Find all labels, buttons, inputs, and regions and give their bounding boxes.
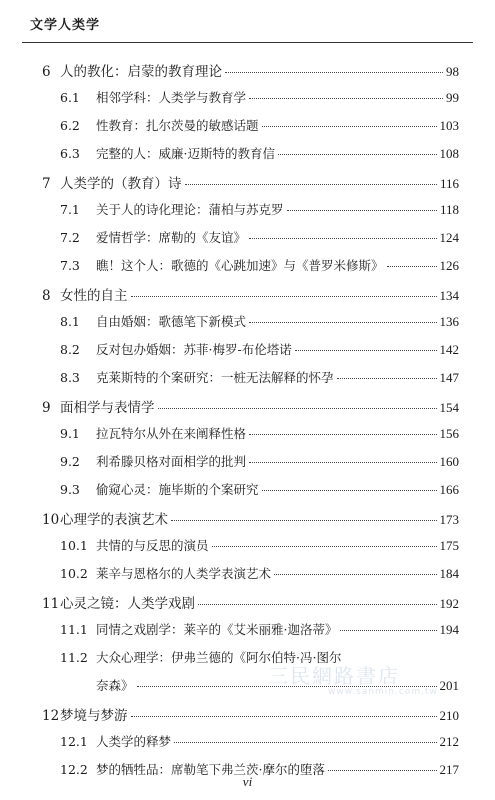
dot-leader [137, 686, 437, 687]
section-title: 拉瓦特尔从外在来阐释性格 [96, 426, 247, 441]
chapter-title: 面相学与表情学 [60, 400, 155, 416]
page-reference: 136 [439, 314, 459, 329]
section-number: 9.2 [60, 454, 80, 469]
chapter-title: 心理学的表演艺术 [60, 512, 168, 528]
dot-leader [185, 184, 437, 185]
section-title: 反对包办婚姻：苏菲·梅罗-布伦塔诺 [96, 342, 292, 357]
page-reference: 184 [439, 566, 459, 581]
toc-chapter-entry [0, 396, 495, 424]
dot-leader [262, 126, 437, 127]
dot-leader [198, 604, 437, 605]
chapter-number: 10 [42, 512, 60, 528]
page-reference: 147 [439, 370, 459, 385]
section-title: 完整的人：威廉·迈斯特的教育信 [96, 146, 275, 161]
section-title: 大众心理学：伊弗兰德的《阿尔伯特·冯·图尔 [96, 650, 342, 665]
page-reference: 156 [439, 426, 459, 441]
section-number: 7.2 [60, 230, 80, 245]
section-number: 11.1 [60, 622, 88, 637]
toc-chapter-entry [0, 284, 495, 312]
table-of-contents [0, 60, 495, 788]
section-number: 9.1 [60, 426, 80, 441]
chapter-title: 人类学的（教育）诗 [60, 176, 182, 192]
toc-section-entry [0, 312, 495, 340]
page-reference: 175 [439, 538, 459, 553]
page-reference: 173 [439, 512, 459, 527]
dot-leader [174, 742, 436, 743]
section-number: 7.1 [60, 202, 80, 217]
page-reference: 201 [439, 678, 459, 693]
toc-section-entry [0, 228, 495, 256]
section-title: 爱情哲学：席勒的《友谊》 [96, 230, 247, 245]
section-title: 偷窥心灵：施毕斯的个案研究 [96, 482, 259, 497]
toc-section-entry [0, 368, 495, 396]
dot-leader [131, 716, 437, 717]
section-number: 12.1 [60, 734, 88, 749]
chapter-number: 7 [42, 176, 51, 192]
dot-leader [340, 630, 436, 631]
section-number: 6.2 [60, 118, 80, 133]
section-number: 6.3 [60, 146, 80, 161]
page-reference: 118 [439, 202, 459, 217]
section-number: 12.2 [60, 762, 88, 777]
page-reference: 217 [439, 762, 459, 777]
dot-leader [249, 322, 436, 323]
page-reference: 134 [439, 288, 459, 303]
dot-leader [262, 490, 437, 491]
toc-section-entry [0, 620, 495, 648]
section-number: 10.2 [60, 566, 88, 581]
section-title: 同情之戏剧学：莱辛的《艾米丽雅·迦洛蒂》 [96, 622, 338, 637]
dot-leader [278, 154, 437, 155]
page-reference: 212 [439, 734, 459, 749]
toc-section-entry [0, 340, 495, 368]
section-title: 人类学的释梦 [96, 734, 172, 749]
dot-leader [212, 546, 437, 547]
toc-chapter-entry [0, 60, 495, 88]
section-number: 9.3 [60, 482, 80, 497]
page-reference: 166 [439, 482, 459, 497]
watermark-text: 三民網路書店 [268, 664, 400, 688]
section-title-continued: 奈森》 [96, 678, 134, 693]
toc-chapter-entry [0, 172, 495, 200]
section-title: 莱辛与恩格尔的人类学表演艺术 [96, 566, 272, 581]
toc-section-entry [0, 88, 495, 116]
dot-leader [131, 296, 437, 297]
section-number: 7.3 [60, 258, 80, 273]
watermark-url: www.sanmin.com.tw [328, 687, 438, 697]
dot-leader [337, 378, 437, 379]
chapter-title: 梦境与梦游 [60, 708, 128, 724]
page-reference: 126 [439, 258, 459, 273]
page-reference: 98 [446, 64, 459, 79]
toc-section-entry [0, 536, 495, 564]
toc-chapter-entry [0, 508, 495, 536]
chapter-title: 心灵之镜：人类学戏剧 [60, 596, 195, 612]
toc-section-continuation [0, 676, 495, 704]
toc-chapter-entry [0, 704, 495, 732]
section-number: 8.3 [60, 370, 80, 385]
page-reference: 142 [439, 342, 459, 357]
toc-section-entry [0, 256, 495, 284]
chapter-number: 12 [42, 708, 60, 724]
dot-leader [387, 266, 437, 267]
dot-leader [274, 574, 436, 575]
section-number: 10.1 [60, 538, 88, 553]
dot-leader [171, 520, 437, 521]
page-number: vi [242, 774, 253, 789]
page-reference: 210 [439, 708, 459, 723]
section-number: 11.2 [60, 650, 88, 665]
page-reference: 116 [439, 176, 459, 191]
toc-section-entry [0, 564, 495, 592]
page-reference: 103 [439, 118, 459, 133]
section-title: 梦的牺牲品：席勒笔下弗兰茨·摩尔的堕落 [96, 762, 325, 777]
toc-section-entry [0, 732, 495, 760]
toc-section-entry [0, 452, 495, 480]
toc-chapter-entry [0, 592, 495, 620]
section-title: 利希滕贝格对面相学的批判 [96, 454, 247, 469]
chapter-number: 9 [42, 400, 51, 416]
section-title: 共情的与反思的演员 [96, 538, 209, 553]
dot-leader [249, 98, 443, 99]
page-reference: 194 [439, 622, 459, 637]
dot-leader [249, 238, 436, 239]
running-header: 文学人类学 [30, 18, 101, 33]
chapter-number: 11 [42, 596, 60, 612]
page-reference: 192 [439, 596, 459, 611]
toc-section-entry [0, 144, 495, 172]
section-title: 自由婚姻：歌德笔下新模式 [96, 314, 247, 329]
page-reference: 154 [439, 400, 459, 415]
dot-leader [328, 770, 437, 771]
page-reference: 108 [439, 146, 459, 161]
section-title: 瞧！这个人：歌德的《心跳加速》与《普罗米修斯》 [96, 258, 384, 273]
toc-section-entry [0, 480, 495, 508]
section-number: 8.1 [60, 314, 80, 329]
header-rule [22, 42, 473, 43]
chapter-title: 人的教化：启蒙的教育理论 [60, 64, 222, 80]
dot-leader [249, 434, 436, 435]
section-title: 关于人的诗化理论：蒲柏与苏克罗 [96, 202, 284, 217]
toc-section-entry [0, 200, 495, 228]
dot-leader [295, 350, 437, 351]
section-number: 6.1 [60, 90, 80, 105]
toc-section-entry [0, 424, 495, 452]
dot-leader [158, 408, 437, 409]
chapter-number: 8 [42, 288, 51, 304]
section-title: 克莱斯特的个案研究：一桩无法解释的怀孕 [96, 370, 334, 385]
chapter-title: 女性的自主 [60, 288, 128, 304]
dot-leader [225, 72, 443, 73]
toc-section-entry [0, 648, 495, 676]
page-reference: 99 [446, 90, 459, 105]
dot-leader [287, 210, 437, 211]
section-title: 性教育：扎尔茨曼的敏感话题 [96, 118, 259, 133]
toc-section-entry [0, 116, 495, 144]
chapter-number: 6 [42, 64, 51, 80]
dot-leader [249, 462, 436, 463]
section-title: 相邻学科：人类学与教育学 [96, 90, 247, 105]
page-reference: 124 [439, 230, 459, 245]
section-number: 8.2 [60, 342, 80, 357]
page-reference: 160 [439, 454, 459, 469]
